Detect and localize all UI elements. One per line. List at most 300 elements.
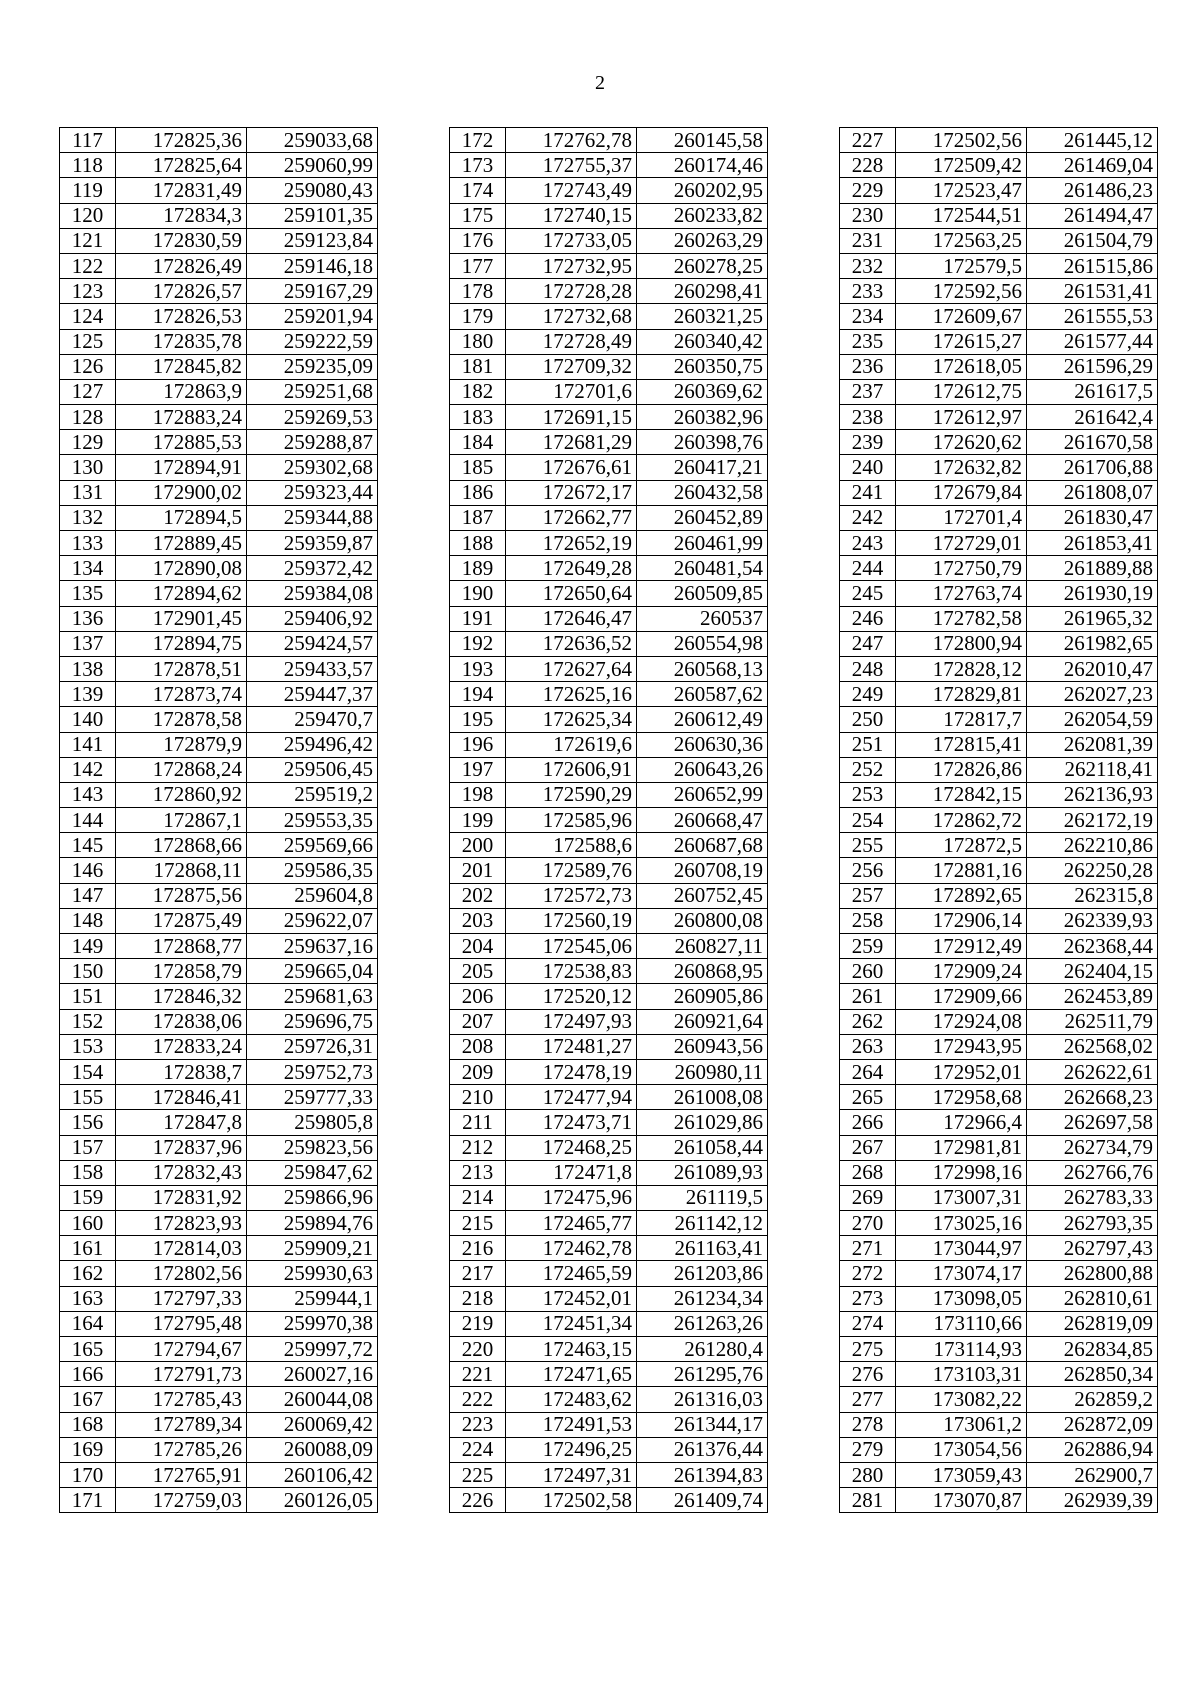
table-row xyxy=(840,329,1158,354)
y-coordinate: 259470,7 xyxy=(247,707,378,732)
point-number: 170 xyxy=(60,1462,116,1487)
x-coordinate: 172732,68 xyxy=(506,304,637,329)
x-coordinate: 172662,77 xyxy=(506,505,637,530)
x-coordinate: 172958,68 xyxy=(896,1085,1027,1110)
table-row xyxy=(840,455,1158,480)
y-coordinate: 260452,89 xyxy=(637,505,768,530)
point-number: 273 xyxy=(840,1286,896,1311)
y-coordinate: 259553,35 xyxy=(247,808,378,833)
table-row xyxy=(450,279,768,304)
x-coordinate: 172465,59 xyxy=(506,1261,637,1286)
table-row xyxy=(450,1387,768,1412)
point-number: 154 xyxy=(60,1059,116,1084)
x-coordinate: 172892,65 xyxy=(896,883,1027,908)
table-row xyxy=(450,1462,768,1487)
point-number: 165 xyxy=(60,1337,116,1362)
y-coordinate: 259622,07 xyxy=(247,908,378,933)
y-coordinate: 260340,42 xyxy=(637,329,768,354)
x-coordinate: 172924,08 xyxy=(896,1009,1027,1034)
point-number: 179 xyxy=(450,304,506,329)
x-coordinate: 172471,8 xyxy=(506,1160,637,1185)
y-coordinate: 262850,34 xyxy=(1027,1362,1158,1387)
x-coordinate: 172998,16 xyxy=(896,1160,1027,1185)
table-row xyxy=(60,1085,378,1110)
x-coordinate: 172782,58 xyxy=(896,606,1027,631)
point-number: 271 xyxy=(840,1236,896,1261)
table-row xyxy=(840,531,1158,556)
table-row xyxy=(450,581,768,606)
table-row xyxy=(60,1211,378,1236)
point-number: 199 xyxy=(450,808,506,833)
y-coordinate: 260708,19 xyxy=(637,858,768,883)
table-row xyxy=(840,707,1158,732)
x-coordinate: 172867,1 xyxy=(116,808,247,833)
x-coordinate: 173082,22 xyxy=(896,1387,1027,1412)
table-row xyxy=(840,1110,1158,1135)
point-number: 157 xyxy=(60,1135,116,1160)
y-coordinate: 261316,03 xyxy=(637,1387,768,1412)
point-number: 140 xyxy=(60,707,116,732)
x-coordinate: 172909,24 xyxy=(896,959,1027,984)
table-row xyxy=(450,656,768,681)
table-row xyxy=(450,1059,768,1084)
table-row xyxy=(60,808,378,833)
table-row xyxy=(60,304,378,329)
point-number: 135 xyxy=(60,581,116,606)
y-coordinate: 261670,58 xyxy=(1027,430,1158,455)
table-row xyxy=(840,1488,1158,1513)
x-coordinate: 172900,02 xyxy=(116,480,247,505)
point-number: 221 xyxy=(450,1362,506,1387)
x-coordinate: 172502,58 xyxy=(506,1488,637,1513)
table-row xyxy=(450,1412,768,1437)
table-row xyxy=(60,959,378,984)
point-number: 212 xyxy=(450,1135,506,1160)
point-number: 256 xyxy=(840,858,896,883)
y-coordinate: 260126,05 xyxy=(247,1488,378,1513)
table-row xyxy=(450,455,768,480)
point-number: 281 xyxy=(840,1488,896,1513)
x-coordinate: 172452,01 xyxy=(506,1286,637,1311)
point-number: 142 xyxy=(60,757,116,782)
table-row xyxy=(840,1286,1158,1311)
y-coordinate: 260461,99 xyxy=(637,531,768,556)
table-row xyxy=(60,128,378,153)
point-number: 240 xyxy=(840,455,896,480)
table-row xyxy=(60,1059,378,1084)
y-coordinate: 261504,79 xyxy=(1027,228,1158,253)
table-row xyxy=(60,1437,378,1462)
x-coordinate: 172863,9 xyxy=(116,379,247,404)
y-coordinate: 260417,21 xyxy=(637,455,768,480)
point-number: 253 xyxy=(840,782,896,807)
table-row xyxy=(450,1337,768,1362)
point-number: 201 xyxy=(450,858,506,883)
table-row xyxy=(840,656,1158,681)
table-row xyxy=(450,1286,768,1311)
x-coordinate: 172901,45 xyxy=(116,606,247,631)
point-number: 255 xyxy=(840,833,896,858)
x-coordinate: 172845,82 xyxy=(116,354,247,379)
table-row xyxy=(450,178,768,203)
table-row xyxy=(450,1009,768,1034)
point-number: 234 xyxy=(840,304,896,329)
x-coordinate: 172509,42 xyxy=(896,153,1027,178)
y-coordinate: 260298,41 xyxy=(637,279,768,304)
x-coordinate: 173054,56 xyxy=(896,1437,1027,1462)
x-coordinate: 172743,49 xyxy=(506,178,637,203)
point-number: 178 xyxy=(450,279,506,304)
table-row xyxy=(840,1059,1158,1084)
point-number: 224 xyxy=(450,1437,506,1462)
x-coordinate: 172909,66 xyxy=(896,984,1027,1009)
y-coordinate: 259101,35 xyxy=(247,203,378,228)
table-row xyxy=(450,329,768,354)
x-coordinate: 172894,75 xyxy=(116,631,247,656)
table-row xyxy=(450,379,768,404)
y-coordinate: 260905,86 xyxy=(637,984,768,1009)
x-coordinate: 172868,66 xyxy=(116,833,247,858)
table-row xyxy=(840,858,1158,883)
y-coordinate: 262810,61 xyxy=(1027,1286,1158,1311)
table-row xyxy=(840,833,1158,858)
point-number: 250 xyxy=(840,707,896,732)
table-row xyxy=(60,883,378,908)
table-row xyxy=(840,1211,1158,1236)
x-coordinate: 172612,97 xyxy=(896,405,1027,430)
x-coordinate: 172478,19 xyxy=(506,1059,637,1084)
y-coordinate: 260800,08 xyxy=(637,908,768,933)
point-number: 186 xyxy=(450,480,506,505)
y-coordinate: 262734,79 xyxy=(1027,1135,1158,1160)
table-row xyxy=(60,1185,378,1210)
page-number: 2 xyxy=(595,72,605,94)
y-coordinate: 259866,96 xyxy=(247,1185,378,1210)
x-coordinate: 172860,92 xyxy=(116,782,247,807)
table-row xyxy=(450,606,768,631)
point-number: 176 xyxy=(450,228,506,253)
table-row xyxy=(450,203,768,228)
table-row xyxy=(60,505,378,530)
y-coordinate: 261808,07 xyxy=(1027,480,1158,505)
table-row xyxy=(450,984,768,1009)
y-coordinate: 261577,44 xyxy=(1027,329,1158,354)
x-coordinate: 172625,16 xyxy=(506,682,637,707)
table-row xyxy=(60,631,378,656)
x-coordinate: 172894,91 xyxy=(116,455,247,480)
point-number: 156 xyxy=(60,1110,116,1135)
point-number: 118 xyxy=(60,153,116,178)
y-coordinate: 260943,56 xyxy=(637,1034,768,1059)
point-number: 188 xyxy=(450,531,506,556)
point-number: 216 xyxy=(450,1236,506,1261)
table-row xyxy=(450,682,768,707)
point-number: 272 xyxy=(840,1261,896,1286)
point-number: 153 xyxy=(60,1034,116,1059)
x-coordinate: 172878,51 xyxy=(116,656,247,681)
y-coordinate: 259269,53 xyxy=(247,405,378,430)
x-coordinate: 173074,17 xyxy=(896,1261,1027,1286)
y-coordinate: 260668,47 xyxy=(637,808,768,833)
point-number: 213 xyxy=(450,1160,506,1185)
point-number: 261 xyxy=(840,984,896,1009)
y-coordinate: 260612,49 xyxy=(637,707,768,732)
point-number: 265 xyxy=(840,1085,896,1110)
y-coordinate: 262697,58 xyxy=(1027,1110,1158,1135)
y-coordinate: 261008,08 xyxy=(637,1085,768,1110)
point-number: 167 xyxy=(60,1387,116,1412)
x-coordinate: 173059,43 xyxy=(896,1462,1027,1487)
table-row xyxy=(450,531,768,556)
y-coordinate: 261203,86 xyxy=(637,1261,768,1286)
table-row xyxy=(840,631,1158,656)
point-number: 235 xyxy=(840,329,896,354)
table-row xyxy=(450,228,768,253)
x-coordinate: 172728,49 xyxy=(506,329,637,354)
y-coordinate: 260980,11 xyxy=(637,1059,768,1084)
y-coordinate: 260643,26 xyxy=(637,757,768,782)
x-coordinate: 172538,83 xyxy=(506,959,637,984)
table-row xyxy=(60,757,378,782)
table-row xyxy=(450,1110,768,1135)
table-row xyxy=(450,430,768,455)
table-row xyxy=(840,984,1158,1009)
y-coordinate: 260233,82 xyxy=(637,203,768,228)
table-row xyxy=(840,682,1158,707)
table-row xyxy=(840,808,1158,833)
table-row xyxy=(840,581,1158,606)
y-coordinate: 262339,93 xyxy=(1027,908,1158,933)
point-number: 202 xyxy=(450,883,506,908)
point-number: 130 xyxy=(60,455,116,480)
point-number: 175 xyxy=(450,203,506,228)
x-coordinate: 172473,71 xyxy=(506,1110,637,1135)
table-row xyxy=(840,178,1158,203)
x-coordinate: 172825,36 xyxy=(116,128,247,153)
table-row xyxy=(60,178,378,203)
x-coordinate: 172646,47 xyxy=(506,606,637,631)
x-coordinate: 172619,6 xyxy=(506,732,637,757)
point-number: 174 xyxy=(450,178,506,203)
y-coordinate: 260537 xyxy=(637,606,768,631)
point-number: 180 xyxy=(450,329,506,354)
table-row xyxy=(840,1437,1158,1462)
x-coordinate: 172981,81 xyxy=(896,1135,1027,1160)
point-number: 141 xyxy=(60,732,116,757)
point-number: 280 xyxy=(840,1462,896,1487)
x-coordinate: 172868,77 xyxy=(116,934,247,959)
point-number: 208 xyxy=(450,1034,506,1059)
y-coordinate: 262010,47 xyxy=(1027,656,1158,681)
table-row xyxy=(840,279,1158,304)
point-number: 128 xyxy=(60,405,116,430)
point-number: 219 xyxy=(450,1311,506,1336)
x-coordinate: 172468,25 xyxy=(506,1135,637,1160)
x-coordinate: 172728,28 xyxy=(506,279,637,304)
y-coordinate: 260687,68 xyxy=(637,833,768,858)
x-coordinate: 172701,6 xyxy=(506,379,637,404)
table-row xyxy=(60,908,378,933)
table-row xyxy=(840,1387,1158,1412)
table-row xyxy=(840,1337,1158,1362)
point-number: 120 xyxy=(60,203,116,228)
table-row xyxy=(450,959,768,984)
table-row xyxy=(450,908,768,933)
x-coordinate: 172862,72 xyxy=(896,808,1027,833)
table-row xyxy=(840,430,1158,455)
x-coordinate: 172523,47 xyxy=(896,178,1027,203)
point-number: 274 xyxy=(840,1311,896,1336)
x-coordinate: 172875,49 xyxy=(116,908,247,933)
x-coordinate: 172672,17 xyxy=(506,480,637,505)
x-coordinate: 172560,19 xyxy=(506,908,637,933)
x-coordinate: 172832,43 xyxy=(116,1160,247,1185)
x-coordinate: 172842,15 xyxy=(896,782,1027,807)
point-number: 119 xyxy=(60,178,116,203)
x-coordinate: 172794,67 xyxy=(116,1337,247,1362)
x-coordinate: 172872,5 xyxy=(896,833,1027,858)
table-row xyxy=(450,1488,768,1513)
point-number: 143 xyxy=(60,782,116,807)
table-row xyxy=(450,1034,768,1059)
x-coordinate: 173044,97 xyxy=(896,1236,1027,1261)
table-row xyxy=(840,908,1158,933)
table-row xyxy=(840,1009,1158,1034)
x-coordinate: 172755,37 xyxy=(506,153,637,178)
x-coordinate: 172831,49 xyxy=(116,178,247,203)
y-coordinate: 259696,75 xyxy=(247,1009,378,1034)
x-coordinate: 172826,57 xyxy=(116,279,247,304)
x-coordinate: 172802,56 xyxy=(116,1261,247,1286)
table-row xyxy=(450,480,768,505)
y-coordinate: 259665,04 xyxy=(247,959,378,984)
table-row xyxy=(60,556,378,581)
point-number: 195 xyxy=(450,707,506,732)
y-coordinate: 260652,99 xyxy=(637,782,768,807)
x-coordinate: 172835,78 xyxy=(116,329,247,354)
table-row xyxy=(60,1261,378,1286)
x-coordinate: 172906,14 xyxy=(896,908,1027,933)
x-coordinate: 172846,41 xyxy=(116,1085,247,1110)
point-number: 121 xyxy=(60,228,116,253)
table-row xyxy=(60,1362,378,1387)
y-coordinate: 259519,2 xyxy=(247,782,378,807)
table-row xyxy=(60,934,378,959)
y-coordinate: 259997,72 xyxy=(247,1337,378,1362)
x-coordinate: 172609,67 xyxy=(896,304,1027,329)
y-coordinate: 261889,88 xyxy=(1027,556,1158,581)
point-number: 149 xyxy=(60,934,116,959)
point-number: 173 xyxy=(450,153,506,178)
table-row xyxy=(60,430,378,455)
y-coordinate: 262819,09 xyxy=(1027,1311,1158,1336)
x-coordinate: 172795,48 xyxy=(116,1311,247,1336)
table-row xyxy=(60,782,378,807)
table-row xyxy=(840,228,1158,253)
point-number: 249 xyxy=(840,682,896,707)
y-coordinate: 259681,63 xyxy=(247,984,378,1009)
x-coordinate: 172496,25 xyxy=(506,1437,637,1462)
y-coordinate: 262118,41 xyxy=(1027,757,1158,782)
table-row xyxy=(450,808,768,833)
point-number: 242 xyxy=(840,505,896,530)
table-row xyxy=(60,1135,378,1160)
table-row xyxy=(60,228,378,253)
y-coordinate: 262453,89 xyxy=(1027,984,1158,1009)
point-number: 197 xyxy=(450,757,506,782)
y-coordinate: 259359,87 xyxy=(247,531,378,556)
point-number: 145 xyxy=(60,833,116,858)
y-coordinate: 262210,86 xyxy=(1027,833,1158,858)
table-row xyxy=(60,1462,378,1487)
table-row xyxy=(840,556,1158,581)
y-coordinate: 259384,08 xyxy=(247,581,378,606)
y-coordinate: 259123,84 xyxy=(247,228,378,253)
x-coordinate: 172759,03 xyxy=(116,1488,247,1513)
point-number: 125 xyxy=(60,329,116,354)
point-number: 164 xyxy=(60,1311,116,1336)
y-coordinate: 262668,23 xyxy=(1027,1085,1158,1110)
point-number: 183 xyxy=(450,405,506,430)
x-coordinate: 172471,65 xyxy=(506,1362,637,1387)
table-row xyxy=(60,1009,378,1034)
y-coordinate: 262368,44 xyxy=(1027,934,1158,959)
point-number: 185 xyxy=(450,455,506,480)
y-coordinate: 259752,73 xyxy=(247,1059,378,1084)
y-coordinate: 259288,87 xyxy=(247,430,378,455)
table-row xyxy=(60,1034,378,1059)
y-coordinate: 259344,88 xyxy=(247,505,378,530)
y-coordinate: 261555,53 xyxy=(1027,304,1158,329)
point-number: 126 xyxy=(60,354,116,379)
x-coordinate: 173103,31 xyxy=(896,1362,1027,1387)
point-number: 226 xyxy=(450,1488,506,1513)
table-row xyxy=(60,656,378,681)
y-coordinate: 259823,56 xyxy=(247,1135,378,1160)
point-number: 203 xyxy=(450,908,506,933)
point-number: 251 xyxy=(840,732,896,757)
table-row xyxy=(60,531,378,556)
point-number: 270 xyxy=(840,1211,896,1236)
table-row xyxy=(840,153,1158,178)
table-row xyxy=(60,1488,378,1513)
x-coordinate: 173070,87 xyxy=(896,1488,1027,1513)
table-row xyxy=(60,606,378,631)
table-row xyxy=(450,405,768,430)
y-coordinate: 262939,39 xyxy=(1027,1488,1158,1513)
point-number: 133 xyxy=(60,531,116,556)
y-coordinate: 259506,45 xyxy=(247,757,378,782)
table-row xyxy=(60,1236,378,1261)
x-coordinate: 172830,59 xyxy=(116,228,247,253)
table-row xyxy=(450,757,768,782)
x-coordinate: 172650,64 xyxy=(506,581,637,606)
table-row xyxy=(60,984,378,1009)
x-coordinate: 172585,96 xyxy=(506,808,637,833)
y-coordinate: 262886,94 xyxy=(1027,1437,1158,1462)
table-row xyxy=(450,1236,768,1261)
table-row xyxy=(450,1135,768,1160)
table-row xyxy=(60,455,378,480)
x-coordinate: 172477,94 xyxy=(506,1085,637,1110)
table-row xyxy=(450,833,768,858)
y-coordinate: 260350,75 xyxy=(637,354,768,379)
y-coordinate: 261344,17 xyxy=(637,1412,768,1437)
point-number: 152 xyxy=(60,1009,116,1034)
table-row xyxy=(840,1412,1158,1437)
y-coordinate: 259805,8 xyxy=(247,1110,378,1135)
y-coordinate: 259894,76 xyxy=(247,1211,378,1236)
